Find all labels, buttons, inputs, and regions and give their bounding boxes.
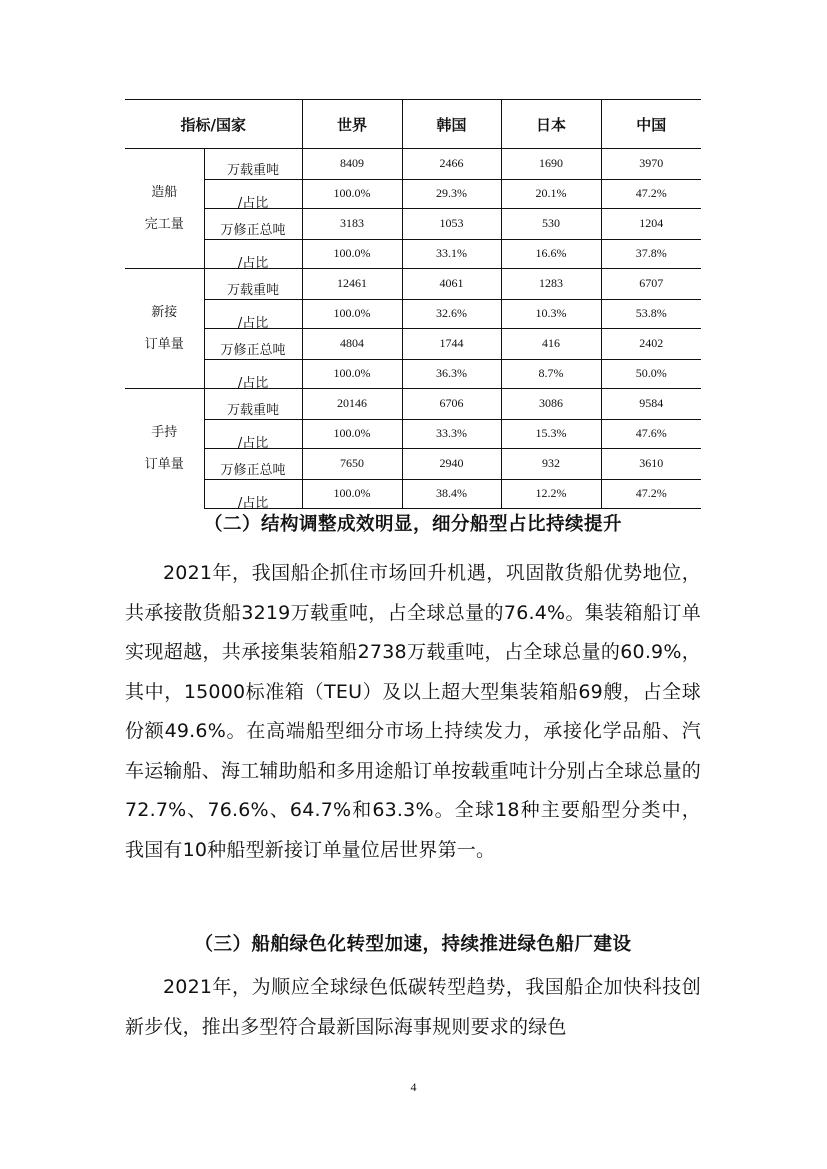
metric-label-top: 万载重吨 (204, 149, 302, 180)
share-cell: 10.3% (501, 299, 601, 329)
value-cell: 3183 (302, 209, 402, 240)
share-cell: 53.8% (601, 299, 701, 329)
share-cell: 8.7% (501, 359, 601, 389)
value-cell: 4804 (302, 329, 402, 360)
header-korea: 韩国 (402, 100, 501, 149)
group-label (125, 269, 204, 389)
value-cell: 7650 (302, 449, 402, 480)
share-cell: 47.6% (601, 419, 701, 449)
value-cell: 1744 (402, 329, 501, 360)
group-label-line1: 手持 (151, 424, 178, 440)
metric-label-top: 万修正总吨 (204, 329, 302, 360)
share-cell: 16.6% (501, 239, 601, 269)
page-number: 4 (410, 1080, 417, 1094)
metric-label-top: 万载重吨 (204, 269, 302, 300)
share-cell: 100.0% (302, 479, 402, 509)
table-row (125, 329, 701, 360)
section-paragraph-2: 2021年，我国船企抓住市场回升机遇，巩固散货船优势地位，共承接散货船3219万载重吨，占全球总量的76.4%。集装箱船订单实现超越，共承接集装箱船2738万载重吨，占全球总量的60.9%，其中，15000标准箱（TEU）及以上超大型集装箱船69艘，占全球份额49.6%。在高端船型细分市场上持续发力，承接化学品船、汽车运输船、海工辅助船和多用途船订单按载重吨计分别占全球总量的72.7%、76.6%、64.7%和63.3%。全球18种主要船型分类中，我国有10种船型新接订单量位居世界第一。 (125, 562, 702, 861)
value-cell: 3610 (601, 449, 701, 480)
share-cell: 47.2% (601, 479, 701, 509)
value-cell: 3086 (501, 389, 601, 420)
share-cell: 100.0% (302, 359, 402, 389)
header-indicator: 指标/国家 (125, 100, 302, 149)
section-paragraph-3: 2021年，为顺应全球绿色低碳转型趋势，我国船企加快科技创新步伐，推出多型符合最新国际海事规则要求的绿色 (125, 976, 701, 1038)
share-cell: 12.2% (501, 479, 601, 509)
metric-label-top: 万修正总吨 (204, 209, 302, 240)
metric-label-top: 万载重吨 (204, 389, 302, 420)
value-cell: 6706 (402, 389, 501, 420)
section-heading-3: （三）船舶绿色化转型加速，持续推进绿色船厂建设 (194, 934, 632, 955)
table-row (125, 299, 701, 329)
value-cell: 9584 (601, 389, 701, 420)
value-cell: 2466 (402, 149, 501, 180)
table-row (125, 359, 701, 389)
share-cell: 20.1% (501, 179, 601, 209)
metric-label-bottom: /占比 (204, 359, 302, 389)
table-header-row (125, 100, 701, 149)
value-cell: 8409 (302, 149, 402, 180)
value-cell: 1204 (601, 209, 701, 240)
share-cell: 100.0% (302, 299, 402, 329)
value-cell: 416 (501, 329, 601, 360)
table-row (125, 209, 701, 240)
metric-label-top: 万修正总吨 (204, 449, 302, 480)
header-world: 世界 (302, 100, 402, 149)
group-label (125, 389, 204, 509)
table-row (125, 419, 701, 449)
group-label-line1: 造船 (151, 184, 178, 200)
header-japan: 日本 (501, 100, 601, 149)
share-cell: 50.0% (601, 359, 701, 389)
value-cell: 932 (501, 449, 601, 480)
share-cell: 38.4% (402, 479, 501, 509)
header-china: 中国 (601, 100, 701, 149)
share-cell: 100.0% (302, 239, 402, 269)
share-cell: 29.3% (402, 179, 501, 209)
value-cell: 2940 (402, 449, 501, 480)
value-cell: 3970 (601, 149, 701, 180)
group-label-line1: 新接 (151, 304, 178, 320)
metric-label-bottom: /占比 (204, 299, 302, 329)
shipbuilding-indicators-table (125, 99, 701, 509)
share-cell: 32.6% (402, 299, 501, 329)
table-row (125, 239, 701, 269)
share-cell: 33.1% (402, 239, 501, 269)
share-cell: 47.2% (601, 179, 701, 209)
value-cell: 1053 (402, 209, 501, 240)
value-cell: 2402 (601, 329, 701, 360)
group-label-line2: 订单量 (144, 336, 184, 352)
group-label-line2: 完工量 (144, 216, 184, 232)
group-label-line2: 订单量 (144, 456, 184, 472)
share-cell: 100.0% (302, 419, 402, 449)
table-row (125, 269, 701, 300)
share-cell: 36.3% (402, 359, 501, 389)
value-cell: 4061 (402, 269, 501, 300)
value-cell: 6707 (601, 269, 701, 300)
table-row (125, 449, 701, 480)
metric-label-bottom: /占比 (204, 479, 302, 509)
group-label (125, 149, 204, 269)
value-cell: 530 (501, 209, 601, 240)
share-cell: 33.3% (402, 419, 501, 449)
value-cell: 1690 (501, 149, 601, 180)
table-row (125, 149, 701, 180)
metric-label-bottom: /占比 (204, 239, 302, 269)
share-cell: 100.0% (302, 179, 402, 209)
metric-label-bottom: /占比 (204, 179, 302, 209)
value-cell: 12461 (302, 269, 402, 300)
table-row (125, 479, 701, 509)
share-cell: 15.3% (501, 419, 601, 449)
table-row (125, 179, 701, 209)
table-row (125, 389, 701, 420)
value-cell: 1283 (501, 269, 601, 300)
value-cell: 20146 (302, 389, 402, 420)
section-heading-2: （二）结构调整成效明显，细分船型占比持续提升 (203, 514, 622, 535)
share-cell: 37.8% (601, 239, 701, 269)
metric-label-bottom: /占比 (204, 419, 302, 449)
